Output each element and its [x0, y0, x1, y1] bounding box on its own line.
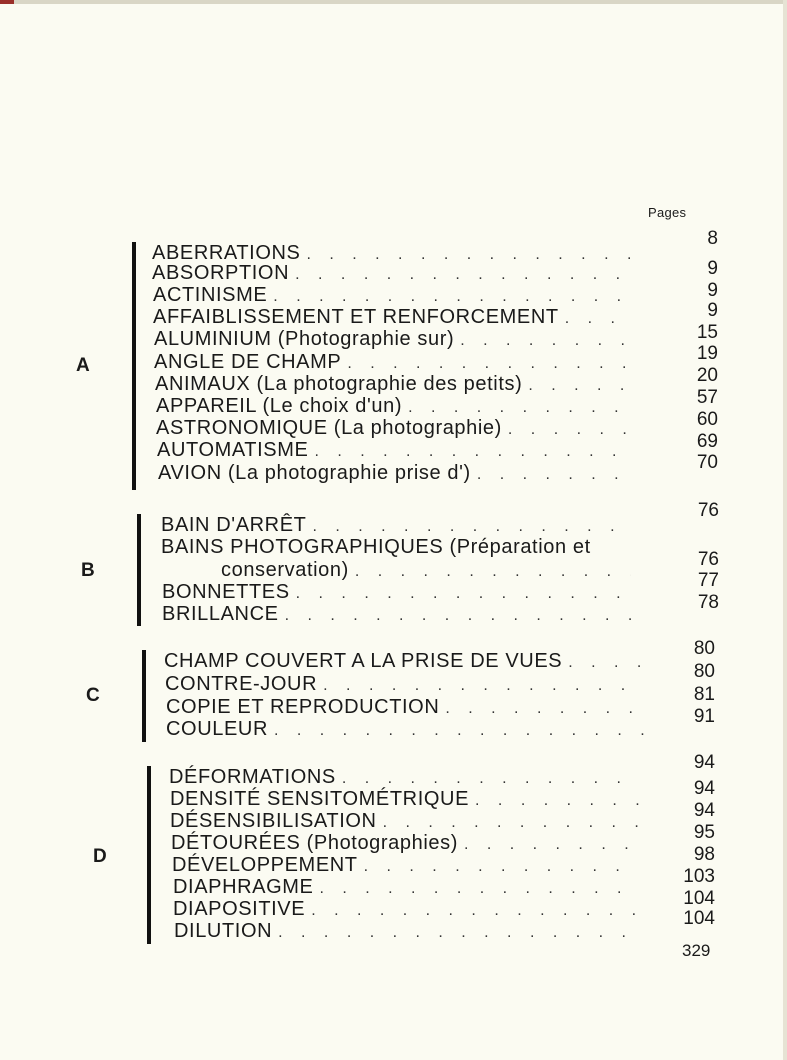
entry-page: 9 [707, 300, 718, 321]
entry-page: 60 [696, 409, 718, 430]
leader-dots [314, 441, 632, 463]
leader-dots [273, 286, 633, 308]
entry-term: BAIN D'ARRÊT [161, 514, 307, 536]
entry-term: ALUMINIUM (Photographie sur) [154, 328, 455, 350]
leader-dots [408, 397, 632, 419]
entry-page: 91 [693, 706, 715, 727]
index-entry [170, 800, 715, 832]
index-entry-continuation [221, 559, 631, 581]
entry-term: DÉTOURÉES (Photographies) [171, 832, 458, 854]
entry-term: DILUTION [174, 920, 273, 942]
entry-term: ACTINISME [153, 284, 268, 306]
section-c-letter: C [86, 685, 100, 706]
index-entry [169, 752, 715, 788]
leader-dots [319, 878, 639, 900]
section-c-bar [142, 650, 146, 742]
index-entry [173, 866, 715, 898]
index-entry [157, 431, 718, 461]
section-a [76, 228, 718, 490]
entry-term: CHAMP COUVERT A LA PRISE DE VUES [164, 650, 563, 672]
index-entry [156, 387, 718, 417]
leader-dots [477, 464, 632, 486]
index-entry [170, 778, 715, 810]
leader-dots [274, 720, 644, 742]
leader-dots [445, 698, 644, 720]
entry-term: COPIE ET REPRODUCTION [166, 696, 440, 718]
section-d-letter: D [93, 846, 107, 867]
entry-page: 77 [697, 570, 719, 591]
section-d-bar [147, 766, 151, 944]
index-entry [172, 844, 715, 876]
entry-page: 70 [696, 452, 718, 473]
entry-term: BONNETTES [162, 581, 290, 603]
leader-dots [508, 419, 632, 441]
entry-page: 103 [683, 866, 715, 887]
entry-page: 19 [696, 343, 718, 364]
leader-dots [296, 583, 631, 605]
section-b-bar [137, 514, 141, 626]
section-c [86, 638, 715, 742]
pages-column-header: Pages [648, 205, 687, 220]
section-b [81, 500, 719, 626]
entry-page: 9 [707, 280, 718, 301]
entry-term-continuation: conservation) [221, 559, 349, 581]
leader-dots [285, 605, 631, 627]
leader-dots [323, 675, 644, 697]
entry-term: AUTOMATISME [157, 439, 309, 461]
entry-page: 94 [693, 800, 715, 821]
entry-page: 98 [693, 844, 715, 865]
leader-dots [475, 790, 639, 812]
entry-page: 94 [693, 778, 715, 799]
entry-term: ANIMAUX (La photographie des petits) [155, 373, 523, 395]
index-entry [154, 322, 718, 350]
entry-term: DENSITÉ SENSITOMÉTRIQUE [170, 788, 470, 810]
entry-page: 20 [696, 365, 718, 386]
leader-dots [278, 922, 639, 944]
leader-dots [460, 330, 632, 352]
entry-term: CONTRE-JOUR [165, 673, 318, 695]
index-entry [152, 228, 718, 264]
entry-term: DÉSENSIBILISATION [170, 810, 377, 832]
entry-term: ANGLE DE CHAMP [154, 351, 342, 373]
leader-dots [312, 516, 631, 538]
index-entry [152, 258, 718, 284]
leader-dots [383, 812, 639, 834]
entry-page: 9 [707, 258, 718, 279]
leader-dots [565, 308, 633, 330]
index-entry [156, 409, 718, 439]
entry-term: BRILLANCE [162, 603, 279, 625]
entry-page: 80 [693, 638, 715, 659]
index-entry [171, 822, 715, 854]
index-entry [153, 300, 718, 328]
leader-dots [347, 353, 632, 375]
entry-page: 8 [707, 228, 718, 249]
entry-page: 94 [693, 752, 715, 773]
page-top-edge [0, 0, 787, 4]
entry-page: 76 [697, 500, 719, 521]
entry-page: 104 [683, 908, 715, 929]
entry-term: ABSORPTION [152, 262, 290, 284]
entry-term: APPAREIL (Le choix d'un) [156, 395, 403, 417]
page-right-edge [783, 0, 787, 1060]
entry-term: COULEUR [166, 718, 268, 740]
section-d [93, 752, 715, 944]
entry-term: BAINS PHOTOGRAPHIQUES (Préparation et [161, 536, 591, 558]
page-corner-mark [0, 0, 14, 4]
section-a-bar [132, 242, 136, 490]
entry-term: ABERRATIONS [152, 242, 301, 264]
leader-dots [364, 856, 639, 878]
entry-page: 57 [696, 387, 718, 408]
leader-dots [342, 768, 639, 790]
leader-dots [355, 561, 631, 583]
entry-term: DÉFORMATIONS [169, 766, 336, 788]
leader-dots [528, 375, 632, 397]
section-b-letter: B [81, 560, 95, 581]
folio-page-number: 329 [682, 941, 711, 960]
entry-page: 15 [696, 322, 718, 343]
entry-term: DÉVELOPPEMENT [172, 854, 358, 876]
entry-page: 81 [693, 684, 715, 705]
leader-dots [568, 652, 644, 674]
entry-page: 95 [693, 822, 715, 843]
entry-term: ASTRONOMIQUE (La photographie) [156, 417, 502, 439]
entry-term: DIAPHRAGME [173, 876, 314, 898]
index-entry [173, 888, 715, 920]
index-entry [164, 638, 715, 672]
entry-term: DIAPOSITIVE [173, 898, 306, 920]
section-a-letter: A [76, 355, 90, 376]
index-entry [158, 452, 718, 484]
entry-page: 76 [697, 549, 719, 570]
leader-dots [464, 834, 639, 856]
index-entry [161, 500, 719, 536]
leader-dots [295, 264, 632, 286]
entry-page: 78 [697, 592, 719, 613]
index-entry [153, 280, 718, 306]
leader-dots [311, 900, 639, 922]
entry-term: AVION (La photographie prise d') [158, 462, 471, 484]
index-entry [154, 343, 718, 373]
entry-term: AFFAIBLISSEMENT ET RENFORCEMENT [153, 306, 559, 328]
index-entry [155, 365, 718, 395]
entry-page: 104 [683, 888, 715, 909]
entry-page: 69 [696, 431, 718, 452]
entry-page: 80 [693, 661, 715, 682]
